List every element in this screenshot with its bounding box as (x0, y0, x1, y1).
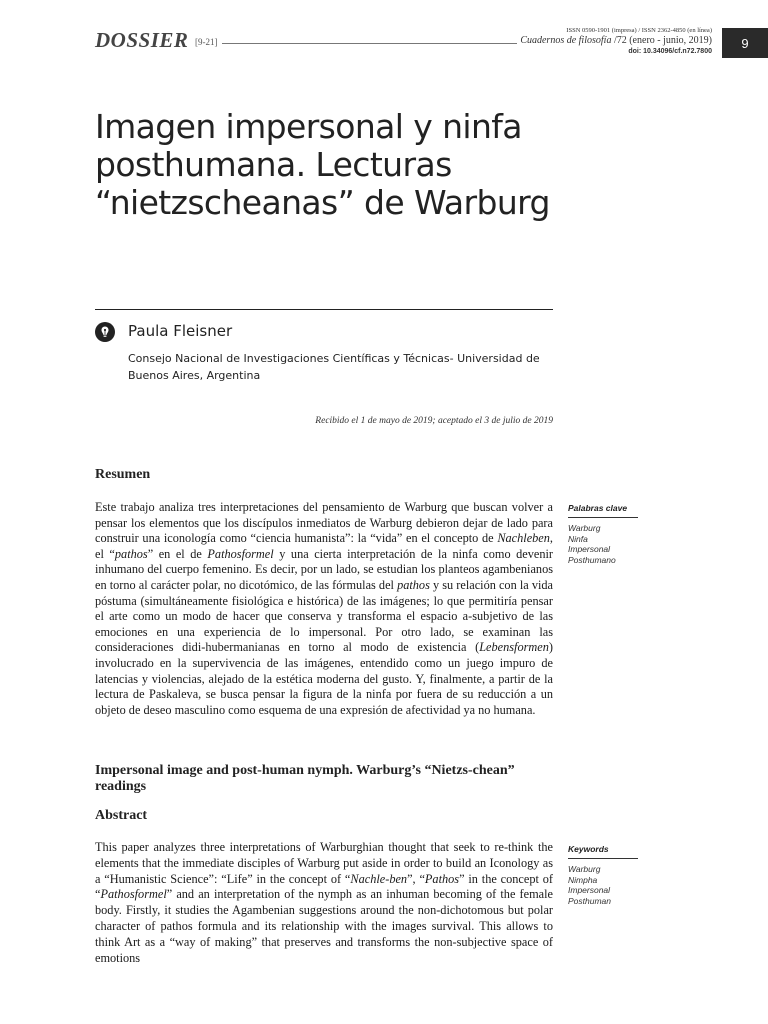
orcid-glyph (98, 325, 112, 339)
journal-issue (520, 35, 712, 47)
abstract-body: This paper analyzes three interpretations of Warburghian thought that seek to re-think the elements that the immediate disciples of Warburg put aside in order to build an Iconology as a “Humanistic Science”: “Life” in the concept of “Nachle-ben”, “Pathos” in the concept of “Pathosformel” and an interpretation of the nymph as an inhuman becoming of the female body. Firstly, it studies the Agambenian suggestions around the non-dichotomous but polar character of pathos formula and its relationship with the images survival. This allows to think Art as a “way of making” that preserves and transforms the non-subjective space of emotions (95, 840, 553, 965)
abstract-heading: Abstract (95, 808, 148, 823)
resumen-body: Este trabajo analiza tres interpretaciones del pensamiento de Warburg que buscan volver a pensar los elementos que los discípulos inmediatos de Warburg debieron dejar de lado para construir una iconología como “ciencia humanista”: la “vida” en el concepto de Nachleben, el “pathos” en el de Pathosformel y una cierta interpretación de la ninfa como devenir inhumano del cuerpo femenino. Es decir, por un lado, se estudian los planteos agambenianos en torno al carácter polar, no dicotómico, de las fórmulas del pathos y su relación con la vida póstuma (simultáneamente fisiológica e histórica) de las imágenes; lo que permitiría pensar el arte como un modo de hacer que conserva y transforma el espacio a-subjetivo de las emociones en una experiencia de lo impersonal. Por otro lado, se examinan las consideraciones didi-hubermanianas en torno al modo de existencia (Lebensformen) involucrado en la supervivencia de las imágenes, entendido como un juego impuro de latencias y violencias, alejado de la estética moderna del gusto. Y, finalmente, a partir de la lectura de Paskaleva, se busca pensar la figura de la ninfa por fuera de su reducción a un objeto de deseo masculino como esquema de una expresión de afectividad ya no humana. (95, 500, 554, 717)
keywords-label-en: Keywords (568, 844, 609, 854)
keyword-item: Impersonal (568, 885, 611, 895)
author-name: Paula Fleisner (128, 322, 233, 340)
keywords-list-es (568, 523, 616, 565)
keywords-divider-es (568, 517, 638, 518)
keywords-divider-en (568, 858, 638, 859)
keyword-item: Posthumano (568, 554, 616, 565)
title-divider (95, 309, 553, 310)
journal-name: Cuadernos de filosofía (520, 35, 612, 46)
orcid-icon[interactable] (95, 322, 115, 342)
keywords-list-en (568, 864, 611, 906)
keyword-item: Warburg (568, 523, 601, 533)
received-dates: Recibido el 1 de mayo de 2019; aceptado el 3 de julio de 2019 (315, 416, 553, 426)
issue-text: /72 (enero - junio, 2019) (613, 35, 712, 46)
section-label: DOSSIER (95, 28, 189, 52)
keyword-item: Ninfa (568, 533, 588, 544)
resumen-heading: Resumen (95, 467, 151, 482)
header-divider (222, 43, 517, 44)
english-title: Impersonal image and post-human nymph. Warburg’s “Nietzs-chean” readings (95, 763, 515, 794)
article-title: Imagen impersonal y ninfa posthumana. Lecturas “nietzscheanas” de Warburg (95, 107, 550, 222)
journal-meta (520, 26, 712, 57)
issn-text: ISSN 0590-1901 (impresa) / ISSN 2362-4850 (en línea) (566, 27, 712, 34)
keyword-item: Posthuman (568, 895, 611, 906)
page-number: 9 (722, 28, 768, 58)
keywords-label-es: Palabras clave (568, 503, 628, 513)
keyword-item: Warburg (568, 864, 601, 874)
doi-text[interactable]: doi: 10.34096/cf.n72.7800 (628, 48, 712, 55)
keyword-item: Impersonal (568, 544, 611, 554)
keyword-item: Nimpha (568, 874, 598, 885)
author-affiliation: Consejo Nacional de Investigaciones Científicas y Técnicas- Universidad de Buenos Aires, Argentina (128, 352, 540, 382)
page-range: [9-21] (195, 37, 218, 47)
